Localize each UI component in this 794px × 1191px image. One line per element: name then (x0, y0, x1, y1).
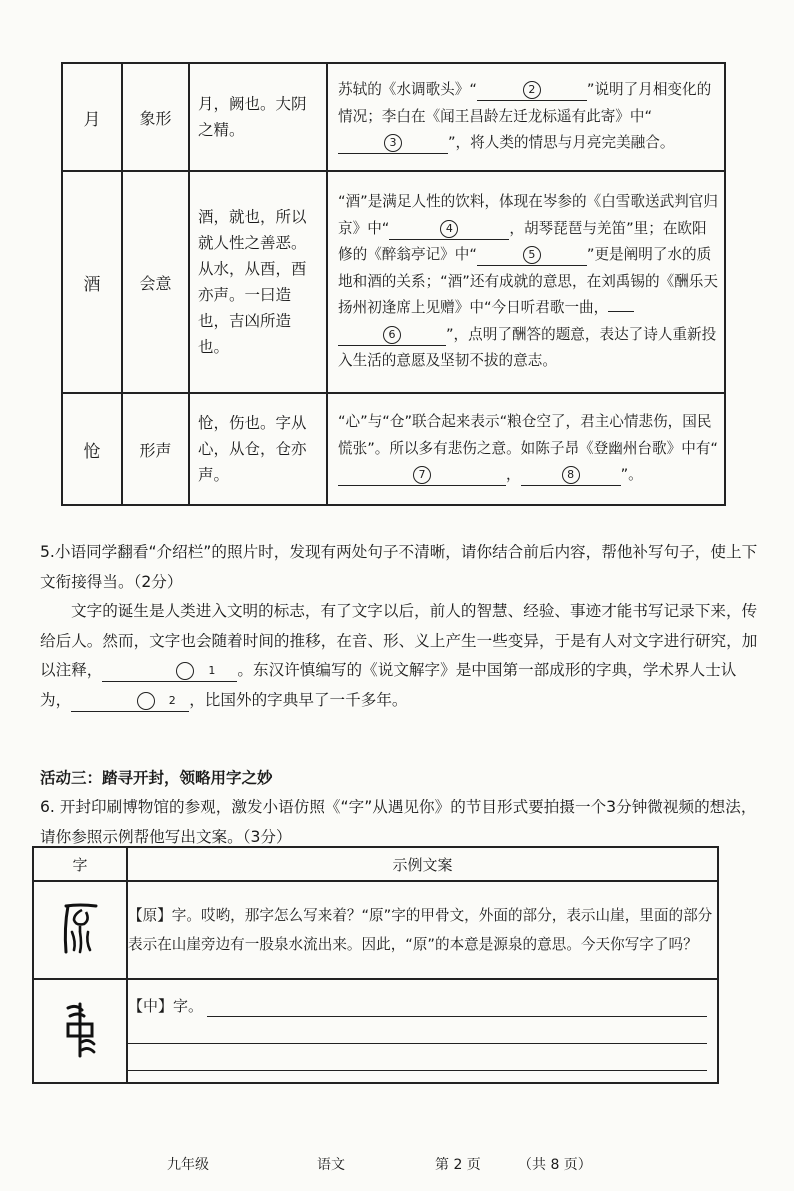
text-run: ，胡琴琵琶与羌笛”里；在欧阳修的《醉翁亭记》中“ (338, 219, 707, 264)
ancient-zhong-glyph (33, 979, 127, 1083)
text-run: 苏轼的《水调歌头》“ (338, 81, 477, 99)
writing-area (127, 979, 718, 1083)
shuowen-definition-cell: 怆，伤也。字从心，从仓，仓亦声。 (189, 393, 327, 505)
table-row (62, 63, 725, 171)
text-run: ”，点明了酬答的题意，表达了诗人重新投入生活的意愿及坚韧不拔的意志。 (338, 325, 717, 370)
poetry-usage-cell (327, 171, 725, 393)
blank-number: 4 (440, 220, 458, 238)
footer-grade: 九年级 (167, 1157, 209, 1173)
blank-number: 2 (523, 81, 541, 99)
text-run: “酒”是满足人性的饮料，体现在岑参的《白雪歌送武判官归京》中“ (338, 193, 718, 237)
table-row (62, 393, 725, 505)
answer-blank[interactable] (338, 325, 446, 346)
blank-number: 6 (383, 326, 401, 344)
character-table (61, 62, 726, 506)
blank-number: 3 (384, 134, 402, 152)
blank-number: 5 (523, 246, 541, 264)
example-copy: 【原】字。哎哟，那字怎么写来着？“原”字的甲骨文，外面的部分，表示山崖，里面的部分表示在山崖旁边有一股泉水流出来。因此，“原”的本意是源泉的意思。今天你写字了吗？ (127, 881, 718, 979)
text-run: 文字的诞生是人类进入文明的标志，有了文字以后，前人的智慧、经验、事迹才能书写记录下来，传给后人。然而，文字也会随着时间的推移，在音、形、义上产生一些变异，于是有人对文字进行研究，加以注释， (40, 602, 758, 679)
character-cell: 酒 (62, 171, 122, 393)
footer-subject: 语文 (317, 1157, 345, 1173)
ancient-yuan-glyph (33, 881, 127, 979)
blank-number: 1 (176, 662, 194, 680)
yuan-seal-icon (60, 902, 100, 954)
footer-total: （共 8 页） (518, 1157, 592, 1173)
answer-blank[interactable] (608, 311, 634, 312)
answer-blank[interactable] (389, 219, 509, 240)
blank-number: 7 (413, 466, 431, 484)
text-run: “心”与“仓”联合起来表示“粮仓空了，君主心情悲伤，国民慌张”。所以多有悲伤之意。如陈子昂《登幽州台歌》中有“ (338, 413, 718, 457)
shuowen-definition-cell: 酒，就也，所以就人性之善恶。从水，从酉，酉亦声。一曰造也，吉凶所造也。 (189, 171, 327, 393)
shuowen-definition-cell: 月，阙也。大阴之精。 (189, 63, 327, 171)
formation-type-cell: 象形 (122, 63, 189, 171)
answer-blank[interactable] (71, 691, 189, 712)
answer-line[interactable] (128, 1017, 707, 1044)
task-prefix: 【中】字。 (128, 997, 204, 1015)
answer-line[interactable] (207, 996, 707, 1017)
poetry-usage-cell (327, 63, 725, 171)
question-6-prompt: 6. 开封印刷博物馆的参观，激发小语仿照《“字”从遇见你》的节目形式要拍摄一个3分钟微视频的想法，请你参照示例帮他写出文案。（3分） (40, 798, 757, 846)
blank-number: 2 (137, 692, 155, 710)
answer-blank[interactable] (521, 465, 621, 486)
text-run: ”更是阐明了水的质地和酒的关系；“酒”还有成就的意思，在刘禹锡的《酬乐天扬州初逢席上见赠》中“今日听君歌一曲， (338, 246, 718, 317)
text-run: ”说明了月相变化的情况；李白在《闻王昌龄左迁龙标遥有此寄》中“ (338, 81, 712, 125)
zhong-seal-icon (60, 1000, 100, 1058)
answer-blank[interactable] (102, 661, 237, 682)
script-table (32, 846, 719, 1084)
text-run: ， (506, 466, 521, 484)
header-example: 示例文案 (127, 847, 718, 881)
text-run: ，比国外的字典早了一千多年。 (189, 690, 408, 709)
table-row (62, 171, 725, 393)
poetry-usage-cell (327, 393, 725, 505)
answer-blank[interactable] (477, 80, 587, 101)
question-5-prompt: 5.小语同学翻看“介绍栏”的照片时，发现有两处句子不清晰，请你结合前后内容，帮他补写句子，使上下文衔接得当。（2分） (40, 543, 758, 591)
blank-number: 8 (562, 466, 580, 484)
formation-type-cell: 形声 (122, 393, 189, 505)
footer-page: 第 2 页 (435, 1157, 481, 1173)
answer-line[interactable] (128, 1044, 707, 1071)
answer-blank[interactable] (338, 465, 506, 486)
answer-blank[interactable] (477, 245, 587, 266)
character-cell: 怆 (62, 393, 122, 505)
answer-blank[interactable] (338, 133, 448, 154)
question-5-passage (40, 597, 765, 715)
text-run: ”，将人类的情思与月亮完美融合。 (448, 134, 675, 152)
activity-3-heading: 活动三：踏寻开封，领略用字之妙 (40, 768, 273, 787)
text-run: 。东汉许慎编写的《说文解字》是中国第一部成形的字典，学术界人士认为， (40, 661, 737, 709)
header-char: 字 (33, 847, 127, 881)
text-run: ”。 (620, 466, 643, 484)
character-cell: 月 (62, 63, 122, 171)
formation-type-cell: 会意 (122, 171, 189, 393)
